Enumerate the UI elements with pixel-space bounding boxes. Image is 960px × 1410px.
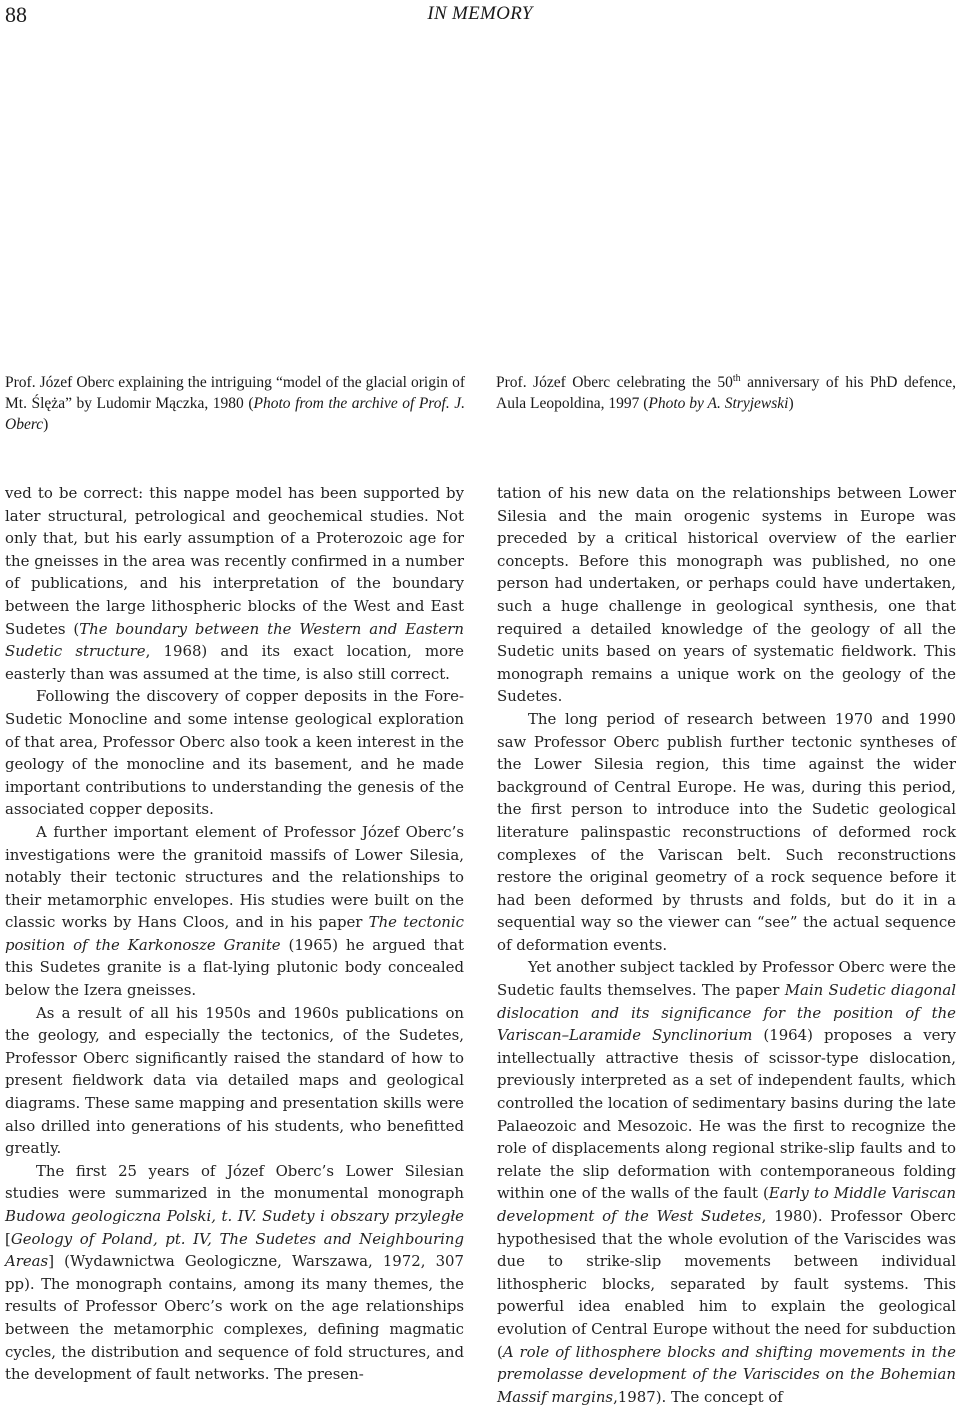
running-title: IN MEMORY — [427, 3, 533, 24]
caption-left-credit: Photo from the archive of Prof. J. Oberc — [5, 395, 465, 433]
paragraph: The long period of research between 1970 and 1990 saw Professor Oberc publish further tectonic syntheses of the Lower Silesia region, this time against the wider background of Central Europe. He was, during this period, the first person to introduce into the Sudetic geological literature palinspastic reconstructions of deformed rock complexes of the Variscan belt. Such reconstructions restore the original geometry of a rock sequence before it had been deformed by thrusts and folds, but do it in a sequential way so the viewer can “see” the actual sequence of deformation events. — [497, 709, 956, 954]
paragraph: Following the discovery of copper deposits in the Fore-Sudetic Monocline and some intense geological exploration of that area, Professor Oberc also took a keen interest in the geology of the monocline and its basement, and he made important contributions to understanding the genesis of the associated copper deposits. — [5, 687, 464, 819]
text-run: The first 25 years of Józef Oberc’s Lower Silesian studies were summarized in the monumental monograph — [5, 1161, 464, 1203]
caption-left — [5, 372, 465, 435]
text-run: ved to be correct: this nappe model has been supported by later structural, petrological and geochemical studies. Not only that, but his early assumption of a Proterozoic age for the gneisses in the area was recently confirmed in a number of publications, and his interpretation of the boundary between the large lithospheric blocks of the West and East Sudetes ( — [5, 484, 464, 638]
caption-right — [496, 372, 956, 414]
caption-right-text-2: anniversary of his PhD defence, Aula Leopoldina, 1997 ( — [496, 374, 956, 412]
paragraph — [5, 482, 464, 685]
paragraph — [497, 956, 956, 1408]
caption-right-text: Prof. Józef Oberc celebrating the 50 — [496, 374, 733, 391]
paragraph: tation of his new data on the relationships between Lower Silesia and the main orogenic systems in Europe was preceded by a critical historical overview of the earlier concepts. Before this monograph was published, no one person had undertaken, or perhaps could have undertaken, such a huge challenge in geological synthesis, one that required a detailed knowledge of the geology of all the Sudetic units based on years of systematic fieldwork. This monograph remains a unique work on the geology of the Sudetes. — [497, 484, 956, 706]
text-run: [ — [5, 1229, 11, 1248]
text-run: A further important element of Professor Józef Oberc’s investigations were the granitoid massifs of Lower Silesia, notably their tectonic structures and the relationships to their metamorphic envelopes. His studies were built on the classic works by Hans Cloos, and in his paper — [5, 822, 464, 932]
caption-right-sup: th — [732, 372, 741, 384]
italic-title: The boundary between the Western and Eastern Sudetic structure — [5, 619, 464, 661]
text-run: ] (Wydawnictwa Geologiczne, Warszawa, 1972, 307 pp). The monograph contains, among its many themes, the results of Professor Oberc’s work on the age relationships between the metamorphic complexes, defining magmatic cycles, the distribution and sequence of fold structures, and the development of fault networks. The presen- — [5, 1252, 464, 1384]
right-column — [497, 482, 956, 1408]
caption-right-close: ) — [788, 395, 794, 412]
photo-left — [5, 40, 465, 362]
paragraph — [5, 1160, 464, 1386]
text-run: , 1980). Professor Oberc hypothesised that the whole evolution of the Variscides was due to strike-slip movements between individual lithospheric blocks, separated by fault systems. This powerful idea enabled him to explain the geological evolution of Central Europe without the need for subduction ( — [497, 1207, 956, 1361]
left-column — [5, 482, 464, 1386]
text-run: Yet another subject tackled by Professor Oberc were the Sudetic faults themselves. The paper — [497, 958, 956, 1000]
caption-left-close: ) — [43, 416, 49, 433]
caption-left-text: Prof. Józef Oberc explaining the intriguing “model of the glacial origin of Mt. Ślęża” by Ludomir Mączka, 1980 ( — [5, 374, 465, 412]
photo-right — [496, 40, 956, 362]
text-run: , 1968) and its exact location, more easterly than was assumed at the time, is also still correct. — [5, 642, 464, 683]
italic-title: A role of lithosphere blocks and shifting movements in the premolasse development of the Variscides on the Bohemian Massif margins — [497, 1342, 956, 1406]
italic-title: The tectonic position of the Karkonosze Granite — [5, 913, 464, 954]
page-number: 88 — [5, 2, 27, 27]
text-run: (1964) proposes a very intellectually attractive thesis of scissor-type dislocation, previously interpreted as a set of independent faults, which controlled the location of sedimentary basins during the late Palaeozoic and Mesozoic. He was the first to recognize the role of displacements along regional strike-slip faults and to relate the slip deformation with contemporaneous folding within one of the walls of the fault ( — [497, 1026, 956, 1203]
paragraph — [5, 821, 464, 1002]
caption-right-credit: Photo by A. Stryjewski — [648, 395, 789, 412]
italic-title: Early to Middle Variscan development of the West Sudetes — [497, 1184, 957, 1225]
paragraph: As a result of all his 1950s and 1960s publications on the geology, and especially the tectonics, of the Sudetes, Professor Oberc significantly raised the standard of how to present fieldwork data via detailed maps and geological diagrams. These same mapping and presentation skills were also drilled into generations of his students, who benefitted greatly. — [5, 1003, 464, 1158]
italic-title: Budowa geologiczna Polski, t. IV. Sudety i obszary przyległe — [5, 1207, 464, 1225]
text-run: (1965) he argued that this Sudetes granite is a flat-lying plutonic body concealed below the Izera gneisses. — [5, 935, 464, 1000]
italic-title: Main Sudetic diagonal dislocation and its significance for the position of the Variscan–Laramide Synclinorium — [497, 981, 956, 1045]
text-run: ,1987). The concept of — [613, 1387, 783, 1406]
italic-title: Geology of Poland, pt. IV, The Sudetes and Neighbouring Areas — [5, 1229, 464, 1271]
